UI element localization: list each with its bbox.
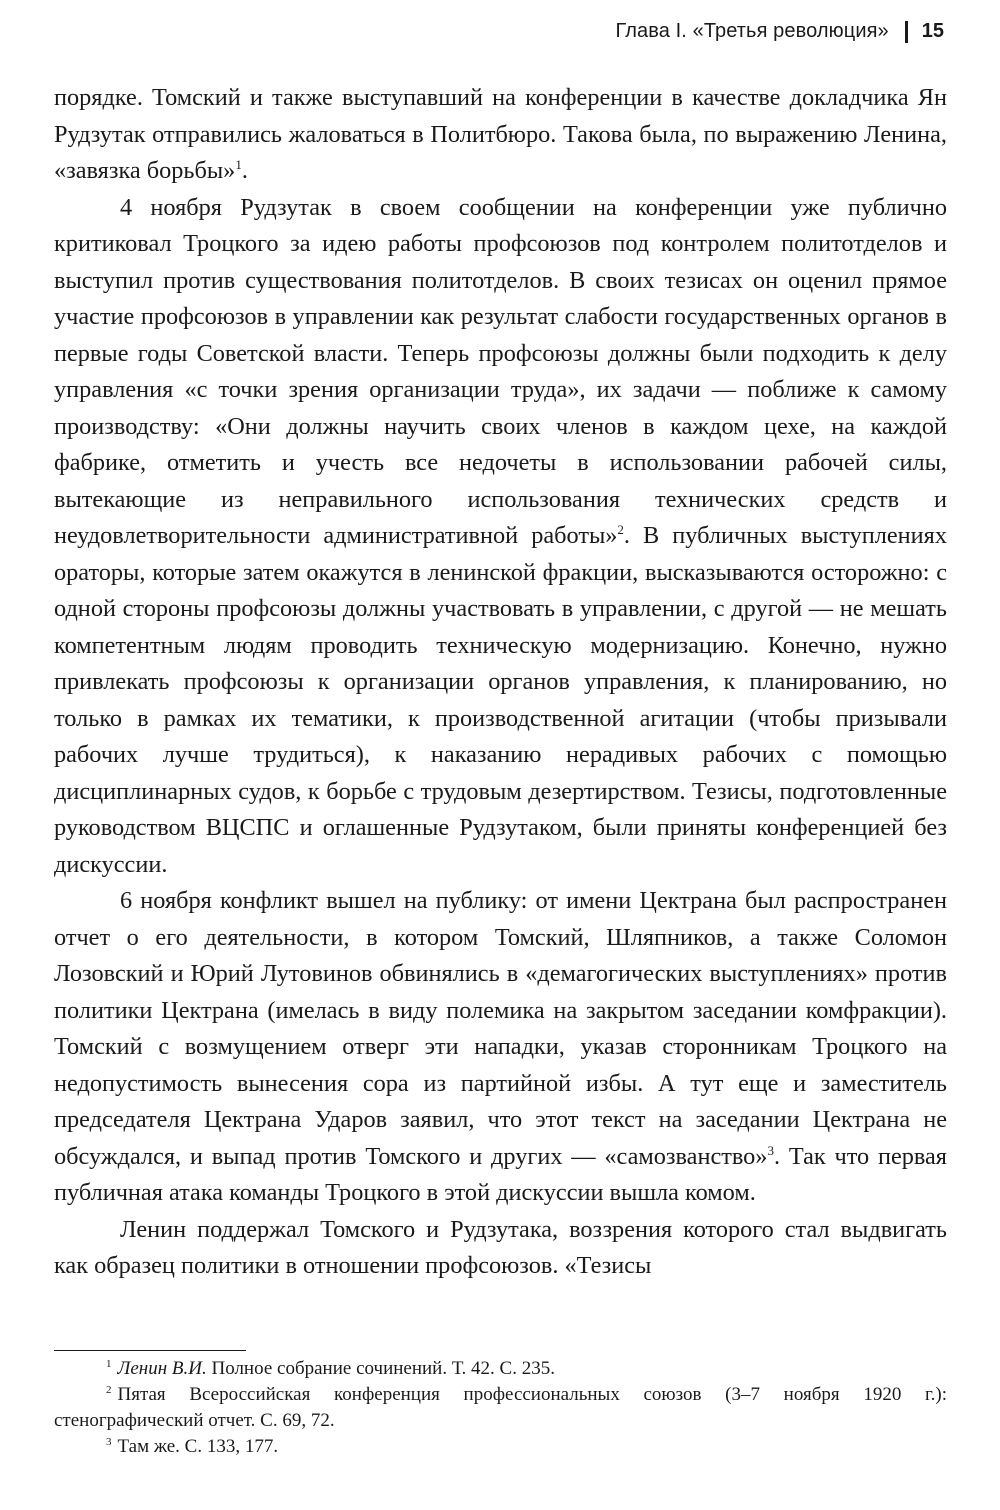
footnote-3-mark: 3: [106, 1435, 112, 1448]
paragraph-3: [54, 883, 947, 1212]
footnote-3: [54, 1434, 947, 1460]
main-text: [54, 80, 947, 1285]
running-header: [615, 20, 944, 43]
paragraph-1-text-b: .: [241, 157, 248, 184]
paragraph-3-text-b: . Так что первая публичная атака команды Троцкого в этой дискуссии вышла комом.: [54, 1142, 947, 1206]
footnote-2-mark: 2: [106, 1383, 112, 1396]
page-number: 15: [921, 20, 944, 42]
footnote-1-mark: 1: [106, 1357, 112, 1370]
paragraph-3-text-a: 6 ноября конфликт вышел на публику: от имени Цектрана был распространен отчет о его деятельности, в котором Томский, Шляпников, а также Соломон Лозовский и Юрий Лутовинов обвинялись в «демагогических выступлениях» против политики Цектрана (имелась в виду полемика на закрытом заседании комфракции). Томский с возмущением отверг эти нападки, указав сторонникам Троцкого на недопустимость вынесения сора из партийной избы. А тут еще и заместитель председателя Цектрана Ударов заявил, что этот текст на заседании Цектрана не обсуждался, и выпад против Томского и других — «самозванство»: [54, 887, 947, 1170]
paragraph-2-text-b: . В публичных выступлениях ораторы, которые затем окажутся в ленинской фракции, высказываются осторожно: с одной стороны профсоюзы должны участвовать в управлении, с другой — не мешать компетентным людям проводить техническую модернизацию. Конечно, нужно привлекать профсоюзы к организации органов управления, к планированию, но только в рамках их тематики, к производственной агитации (чтобы призывали рабочих лучше трудиться), к наказанию нерадивых рабочих с помощью дисциплинарных судов, к борьбе с трудовым дезертирством. Тезисы, подготовленные руководством ВЦСПС и оглашенные Рудзутаком, были приняты конференцией без дискуссии.: [54, 522, 947, 878]
footnote-3-text: Там же. С. 133, 177.: [117, 1436, 279, 1457]
running-title: Глава I. «Третья революция»: [615, 20, 889, 42]
footnote-divider: [54, 1350, 246, 1351]
footnote-1-author: Ленин В.И.: [117, 1358, 207, 1379]
header-separator: [905, 21, 908, 43]
footnote-1-text: Полное собрание сочинений. Т. 42. С. 235.: [206, 1358, 555, 1379]
footnote-ref-2: 2: [617, 521, 624, 537]
footnote-2-text: Пятая Всероссийская конференция профессиональных союзов (3–7 ноября 1920 г.): стенографический отчет. С. 69, 72.: [54, 1384, 947, 1431]
footnote-2: [54, 1382, 947, 1434]
paragraph-2: [54, 190, 947, 884]
paragraph-2-text-a: 4 ноября Рудзутак в своем сообщении на конференции уже публично критиковал Троцкого за идею работы профсоюзов под контролем политотделов и выступил против существования политотделов. В своих тезисах он оценил прямое участие профсоюзов в управлении как результат слабости государственных органов в первые годы Советской власти. Теперь профсоюзы должны были подходить к делу управления «с точки зрения организации труда», их задачи — поближе к самому производству: «Они должны научить своих членов в каждом цехе, на каждой фабрике, отметить и учесть все недочеты в использовании рабочей силы, вытекающие из неправильного использования технических средств и неудовлетворительности административной работы»: [54, 193, 947, 549]
footnote-ref-1: 1: [235, 156, 242, 172]
paragraph-1: [54, 80, 947, 190]
footnote-1: [54, 1356, 947, 1382]
paragraph-4: Ленин поддержал Томского и Рудзутака, воззрения которого стал выдвигать как образец политики в отношении профсоюзов. «Тезисы: [54, 1215, 947, 1279]
paragraph-1-text-a: порядке. Томский и также выступавший на конференции в качестве докладчика Ян Рудзутак отправились жаловаться в Политбюро. Такова была, по выражению Ленина, «завязка борьбы»: [54, 84, 947, 184]
footnote-ref-3: 3: [767, 1142, 774, 1158]
footnotes: [54, 1356, 947, 1460]
